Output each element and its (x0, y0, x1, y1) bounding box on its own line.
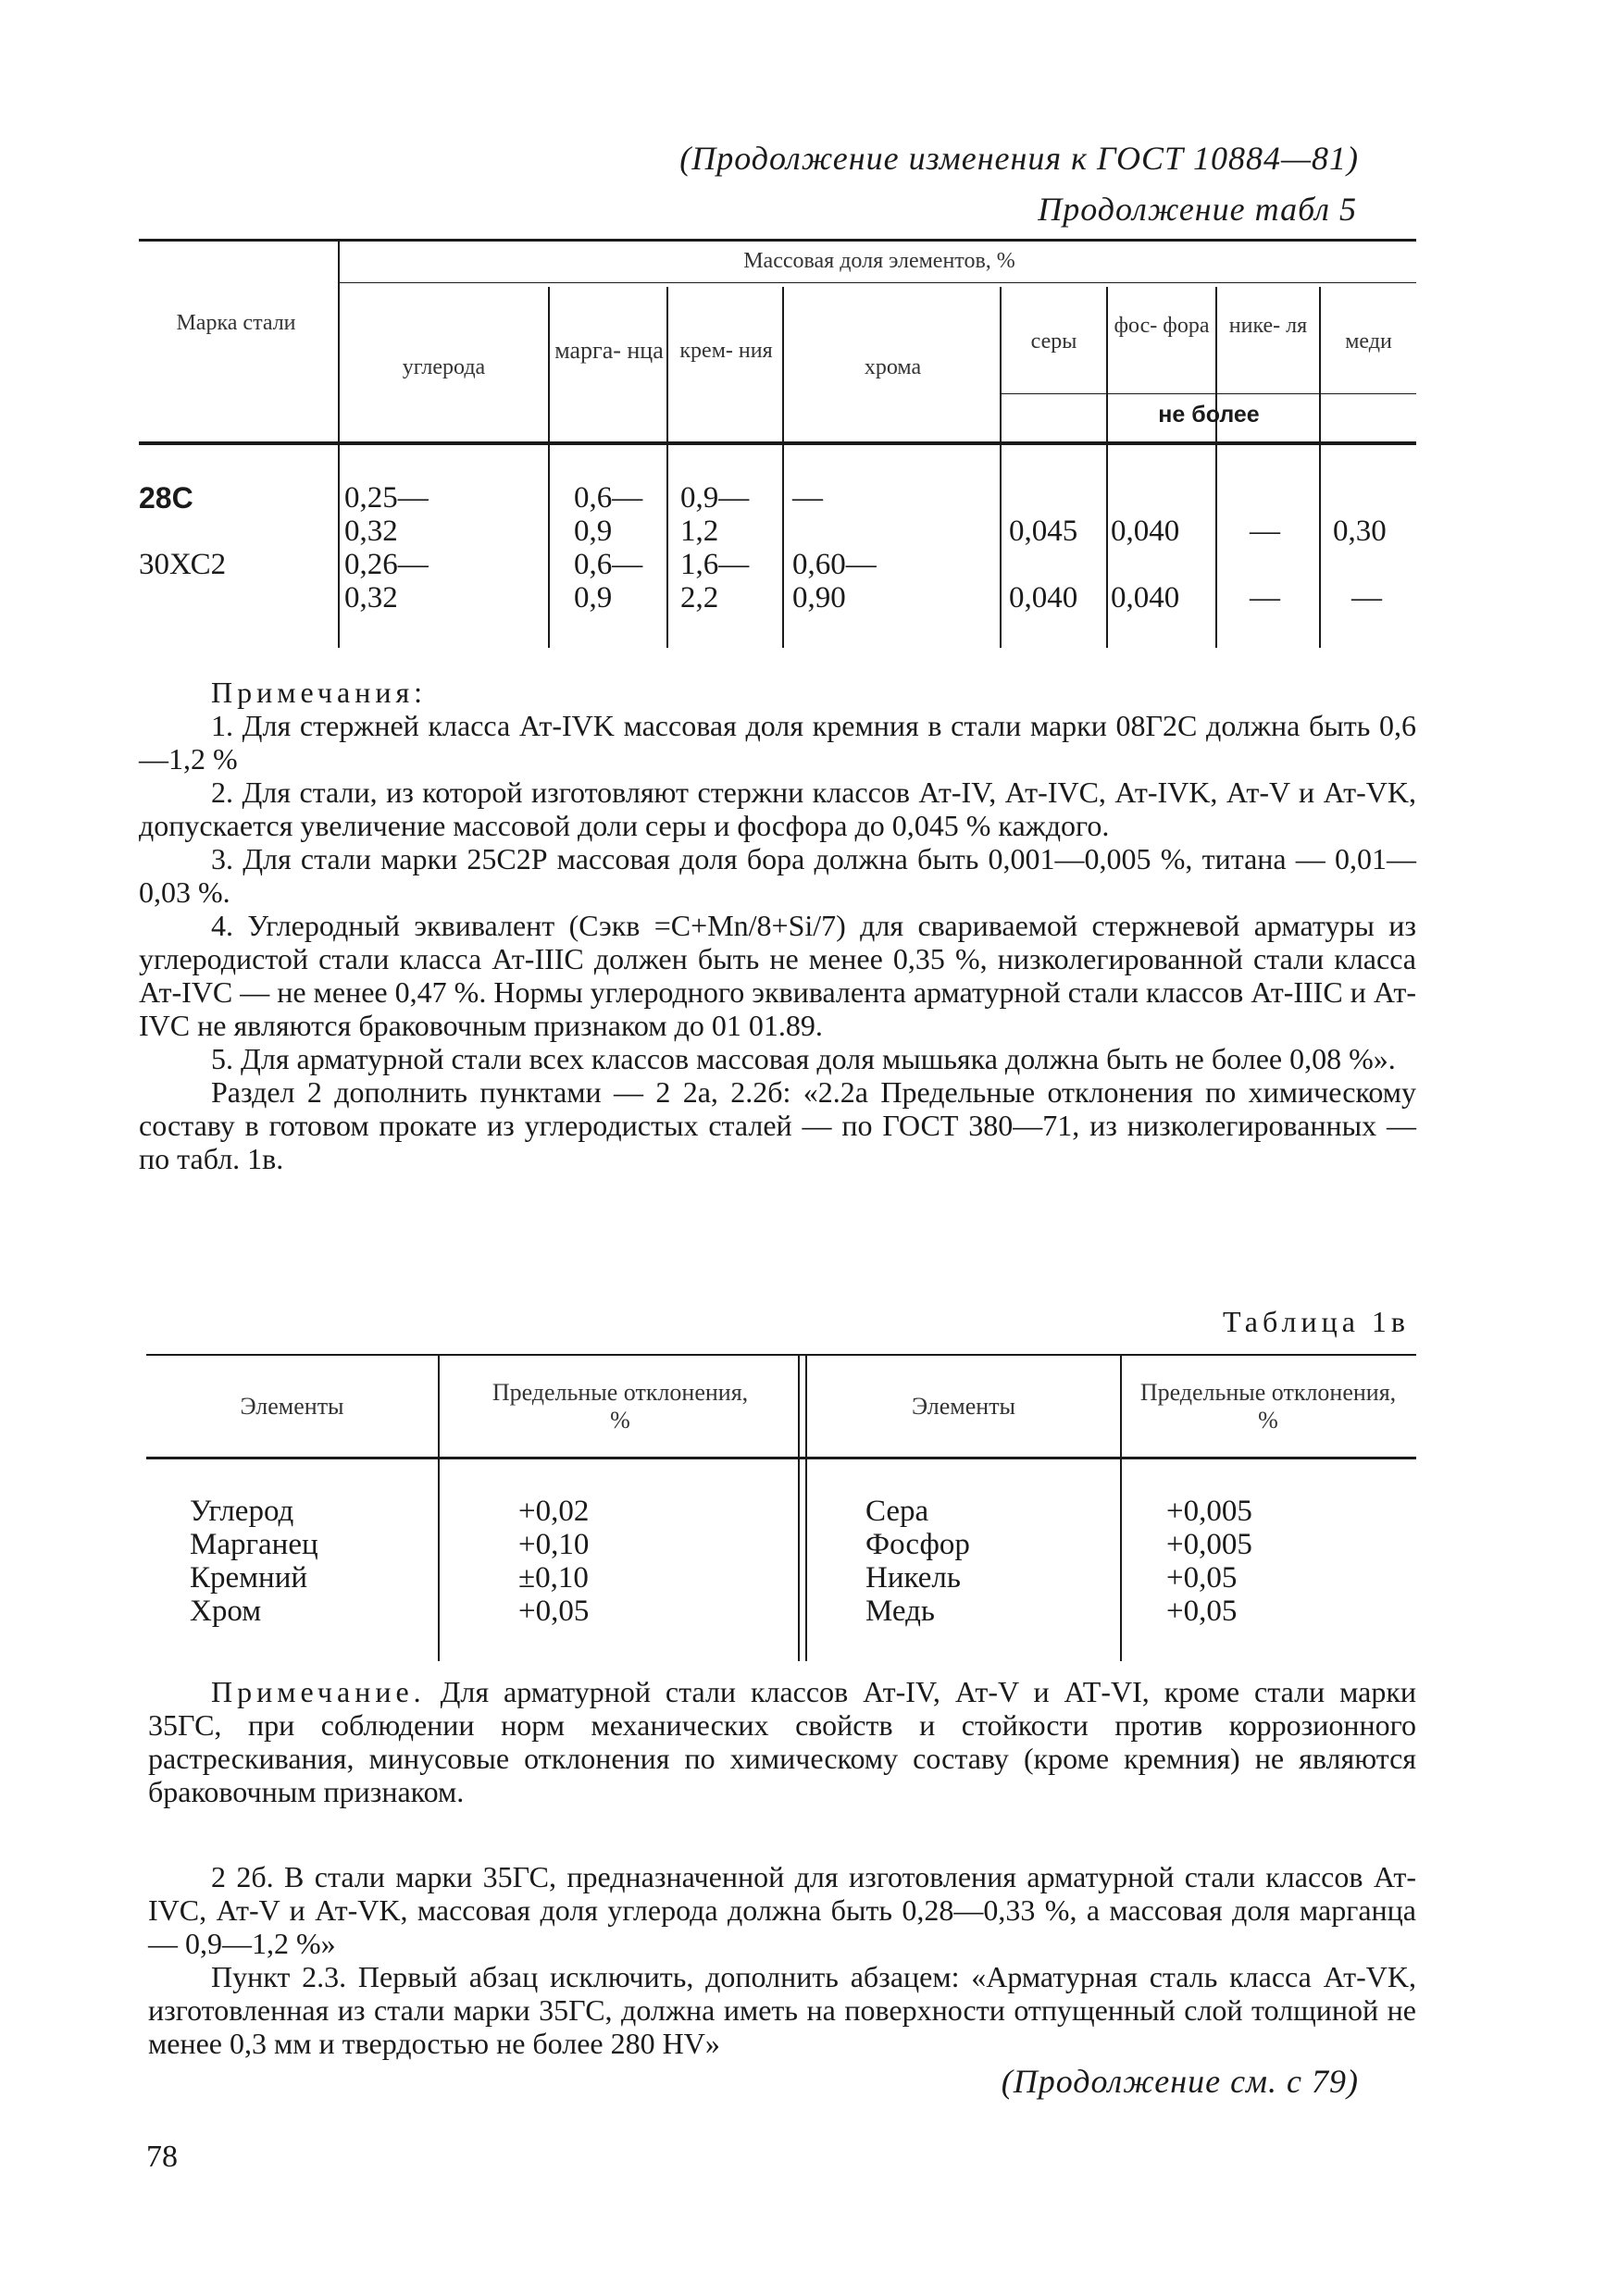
note-item: 3. Для стали марки 25С2Р массовая доля бора должна быть 0,001—0,005 %, титана — 0,01—0,03 %. (139, 842, 1416, 909)
col-header-s: серы (1030, 329, 1077, 354)
notes-list (139, 709, 1416, 1175)
cell: 0,9— (680, 481, 750, 515)
table-1v-title: Таблица 1в (1223, 1305, 1410, 1338)
note-item: 1. Для стержней класса Ат-IVK массовая доля кремния в стали марки 08Г2С должна быть 0,6—1,2 % (139, 709, 1416, 776)
cell: 0,040 (1111, 581, 1180, 614)
continuation-header: (Продолжение изменения к ГОСТ 10884—81) (679, 140, 1359, 177)
paragraph-2-2b: 2 2б. В стали марки 35ГС, предназначенной для изготовления арматурной стали классов Ат-IVC, Ат-V и Ат-VK, массовая доля углерода должна быть 0,28—0,33 %, а массовая доля марганца — 0,9—1,2 %» (148, 1860, 1416, 1960)
t1v-dev: +0,10 (518, 1528, 590, 1561)
cell: 0,040 (1111, 515, 1180, 548)
vline (782, 287, 784, 648)
table-notmore-rule (1000, 393, 1416, 394)
t1v-el: Хром (190, 1595, 262, 1628)
cell: 1,2 (680, 515, 719, 548)
cell: 2,2 (680, 581, 719, 614)
t1v-el: Кремний (190, 1561, 308, 1595)
t1v-el: Марганец (190, 1528, 318, 1561)
col-header-p: фос- фора (1114, 314, 1210, 338)
t1v-dev: +0,05 (1166, 1595, 1238, 1628)
cell: 0,9 (574, 515, 613, 548)
note-item: 4. Углеродный эквивалент (Сэкв =C+Mn/8+Si/7) для свариваемой стержневой арматуры из углеродистой стали класса Ат-IIIC должен быть не менее 0,35 %, низколегированной стали класса Ат-IVC — не менее 0,47 %. Нормы углеродного эквивалента арматурной стали классов Ат-IIIC и Ат-IVC не являются браковочным признаком до 01 01.89. (139, 909, 1416, 1042)
not-more-label: не более (1158, 402, 1260, 428)
cell: 0,6— (574, 548, 643, 581)
col-grade-header: Марка стали (176, 311, 296, 335)
vline (438, 1356, 440, 1661)
closing-paragraphs (148, 1860, 1416, 2060)
vline (338, 241, 340, 648)
cell: 0,25— (344, 481, 429, 515)
t1v-el: Фосфор (865, 1528, 970, 1561)
table-head-rule (139, 441, 1416, 445)
cell: 1,6— (680, 548, 750, 581)
grade-28c: 28С (139, 481, 193, 515)
t1v-dev: +0,02 (518, 1495, 590, 1528)
cell: — (1250, 581, 1280, 614)
paragraph-2-3: Пункт 2.3. Первый абзац исключить, дополнить абзацем: «Арматурная сталь класса Ат-VK, изготовленная из стали марки 35ГС, должна иметь на поверхности отпущенный слой толщиной не менее 0,3 мм и твердостью не более 280 HV» (148, 1960, 1416, 2060)
t1v-el: Сера (865, 1495, 929, 1528)
col-header-cr: хрома (864, 355, 922, 379)
t1v-dev: +0,05 (1166, 1561, 1238, 1595)
cell: 0,26— (344, 548, 429, 581)
col-header-si: крем- ния (679, 339, 773, 363)
note-single-text: Для арматурной стали классов Ат-IV, Ат-V и АТ-VI, кроме стали марки 35ГС, при соблюдении норм механических свойств и стойкости против коррозионного растрескивания, минусовые отклонения по химическому составу (кроме кремния) не являются браковочным признаком. (148, 1675, 1417, 1808)
table-continuation-label: Продолжение табл 5 (1038, 191, 1357, 228)
cell: — (1250, 515, 1280, 548)
t1v-dev: +0,005 (1166, 1528, 1252, 1561)
t1v-el: Медь (865, 1595, 935, 1628)
t1v-header-el: Элементы (240, 1393, 344, 1420)
t1v-head-rule (146, 1457, 1416, 1459)
col-header-cu: меди (1345, 329, 1392, 354)
vline (548, 287, 550, 648)
cell: 0,32 (344, 515, 398, 548)
cell: 0,30 (1333, 515, 1387, 548)
footer-continuation: (Продолжение см. с 79) (1001, 2063, 1359, 2100)
note-single (148, 1675, 1416, 1808)
grade-30xc2: 30ХС2 (139, 548, 227, 581)
col-header-ni: нике- ля (1228, 314, 1308, 338)
col-header-c: углерода (402, 355, 486, 379)
table-top-rule (139, 239, 1416, 242)
cell: 0,040 (1009, 581, 1078, 614)
t1v-dev: +0,05 (518, 1595, 590, 1628)
cell: 0,32 (344, 581, 398, 614)
t1v-el: Углерод (190, 1495, 294, 1528)
note-single-label: Примечание. (211, 1675, 426, 1708)
vline (798, 1356, 800, 1661)
t1v-top-rule (146, 1354, 1416, 1356)
col-header-mn: марга- нца (554, 337, 664, 364)
note-item: 2. Для стали, из которой изготовляют стержни классов Ат-IV, Ат-IVC, Ат-IVK, Ат-V и Ат-VK, допускается увеличение массовой доли серы и фосфора до 0,045 % каждого. (139, 776, 1416, 842)
t1v-header-dev: Предельные отклонения, % (492, 1379, 749, 1433)
vline (1215, 287, 1217, 648)
cell: 0,9 (574, 581, 613, 614)
cell: — (1351, 581, 1382, 614)
cell: 0,60— (792, 548, 877, 581)
vline (1106, 287, 1108, 648)
cell: 0,90 (792, 581, 846, 614)
vline (666, 287, 668, 648)
cell: 0,045 (1009, 515, 1078, 548)
cell: — (792, 481, 823, 515)
t1v-dev: ±0,10 (518, 1561, 589, 1595)
notes-title: Примечания: (211, 676, 428, 709)
t1v-el: Никель (865, 1561, 961, 1595)
table-group-rule (338, 282, 1416, 283)
vline (1120, 1356, 1122, 1661)
cell: 0,6— (574, 481, 643, 515)
section-2-text: Раздел 2 дополнить пунктами — 2 2а, 2.2б: «2.2а Предельные отклонения по химическому составу в готовом прокате из углеродистых сталей — по ГОСТ 380—71, из низколегированных — по табл. 1в. (139, 1075, 1416, 1175)
t1v-dev: +0,005 (1166, 1495, 1252, 1528)
t1v-header-dev: Предельные отклонения, % (1139, 1379, 1397, 1433)
page-number: 78 (146, 2140, 178, 2174)
t1v-header-el: Элементы (911, 1393, 1016, 1420)
group-header: Массовая доля элементов, % (743, 249, 1015, 273)
note-item: 5. Для арматурной стали всех классов массовая доля мышьяка должна быть не более 0,08 %». (211, 1042, 1396, 1075)
